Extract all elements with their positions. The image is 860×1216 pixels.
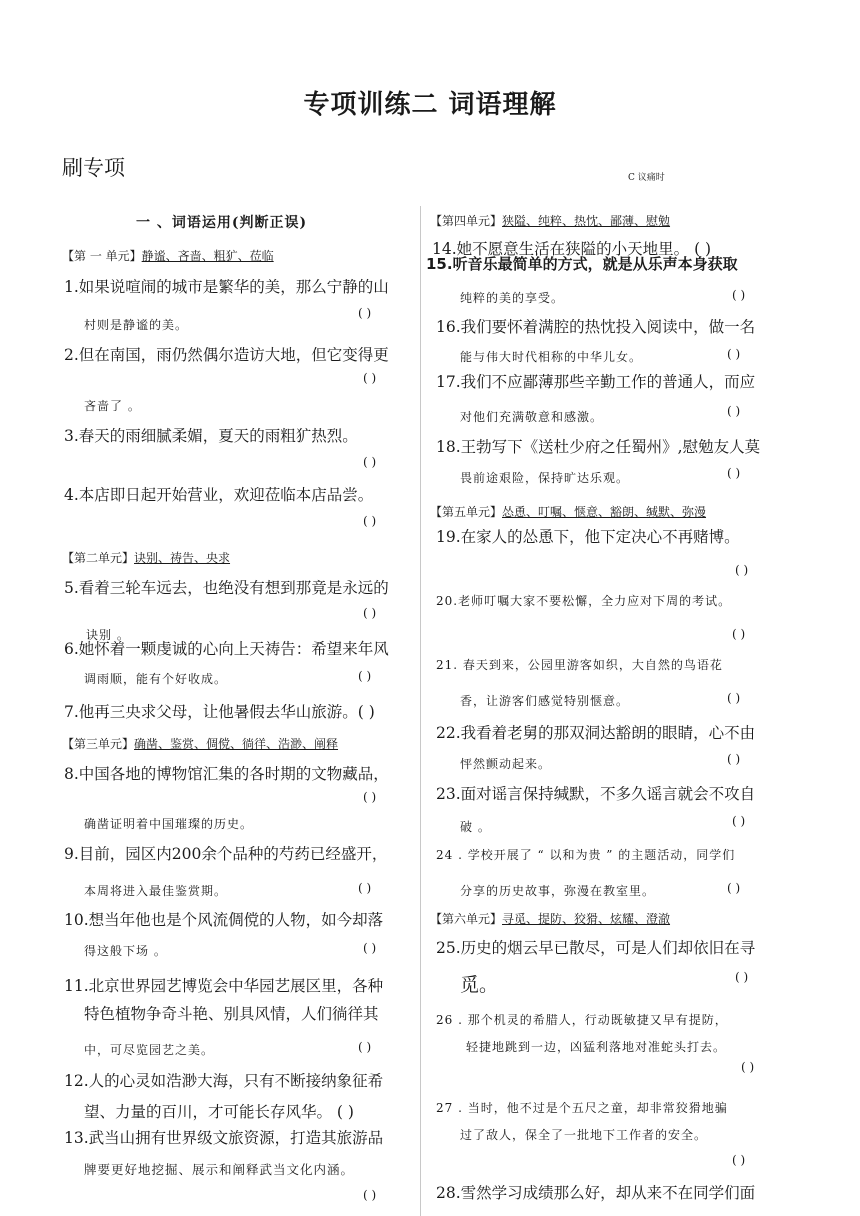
question-13-line-2: 牌要更好地挖掘、展示和阐释武当文化内涵。	[84, 1162, 355, 1177]
unit-heading-6: 【第六单元】寻觅、提防、狡猾、炫耀、澄澈	[430, 912, 671, 926]
question-6-line-2: 调雨顺，能有个好收成。	[84, 672, 228, 686]
question-12-line-2: 望、力量的百川，才可能长存风华。 ( )	[84, 1103, 354, 1121]
question-16-line-1: 16.我们要怀着满腔的热忱投入阅读中，做一名	[436, 318, 756, 336]
question-27-line-2: 过了敌人，保全了一批地下工作者的安全。	[460, 1128, 708, 1142]
question-9-line-2: 本周将进入最佳鉴赏期。	[84, 884, 228, 898]
question-11-line-2: 特色植物争奇斗艳、别具风情，人们徜徉其	[84, 1005, 379, 1023]
answer-blank[interactable]: ( )	[363, 514, 377, 528]
answer-blank[interactable]: ( )	[732, 814, 746, 828]
unit-heading-1: 【第 一 单元】静谧、吝啬、粗犷、莅临	[62, 249, 274, 263]
question-13-line-1: 13.武当山拥有世界级文旅资源，打造其旅游品	[64, 1129, 384, 1147]
unit-heading-2: 【第二单元】诀别、祷告、央求	[62, 551, 231, 565]
question-24-line-1: 24 . 学校开展了 “ 以和为贵 ” 的主题活动，同学们	[436, 848, 736, 862]
answer-blank[interactable]: ( )	[727, 347, 741, 361]
question-10-line-1: 10.想当年他也是个风流倜傥的人物，如今却落	[64, 911, 384, 929]
question-26-line-2: 轻捷地跳到一边，凶猛利落地对准蛇头打去。	[466, 1040, 727, 1054]
question-17-line-2: 对他们充满敬意和感激。	[460, 410, 604, 424]
answer-blank[interactable]: ( )	[363, 790, 377, 804]
question-25-line-1: 25.历史的烟云早已散尽，可是人们却依旧在寻	[436, 939, 756, 957]
answer-blank[interactable]: ( )	[727, 466, 741, 480]
answer-blank[interactable]: ( )	[727, 752, 741, 766]
answer-blank[interactable]: ( )	[363, 606, 377, 620]
section-label: 刷专项	[62, 156, 125, 180]
answer-blank[interactable]: ( )	[732, 627, 746, 641]
answer-blank[interactable]: ( )	[363, 371, 377, 385]
question-17-line-1: 17.我们不应鄙薄那些辛勤工作的普通人，而应	[436, 373, 756, 391]
question-15-line-2: 纯粹的美的享受。	[460, 291, 565, 305]
answer-blank[interactable]: ( )	[735, 563, 749, 577]
question-5-line-2: 诀别 。	[86, 628, 130, 642]
question-2-line-2: 吝啬了 。	[84, 399, 141, 413]
answer-blank[interactable]: ( )	[363, 455, 377, 469]
question-26-line-1: 26 . 那个机灵的希腊人，行动既敏捷又早有提防，	[436, 1013, 728, 1027]
question-5-line-1: 5.看着三轮车远去，也绝没有想到那竟是永远的	[64, 579, 389, 597]
answer-blank[interactable]: ( )	[358, 1040, 372, 1054]
part-one-title: 一 、词语运用(判断正误)	[136, 215, 308, 231]
answer-blank[interactable]: ( )	[735, 970, 749, 984]
question-8-line-1: 8.中国各地的博物馆汇集的各时期的文物藏品，	[64, 765, 389, 783]
question-23-line-1: 23.面对谣言保持缄默，不多久谣言就会不攻自	[436, 785, 756, 803]
question-11-line-1: 11.北京世界园艺博览会中华园艺展区里，各种	[64, 977, 384, 995]
answer-blank[interactable]: ( )	[732, 1153, 746, 1167]
question-3-line-1: 3.春天的雨细腻柔媚，夏天的雨粗犷热烈。	[64, 427, 358, 445]
question-11-line-3: 中，可尽览园艺之美。	[84, 1043, 215, 1057]
question-8-line-2: 确凿证明着中国璀璨的历史。	[84, 817, 254, 831]
unit-heading-3: 【第三单元】确凿、鉴赏、倜傥、徜徉、浩渺、阐释	[62, 737, 339, 751]
question-21-line-1: 21. 春天到来，公园里游客如织，大自然的鸟语花	[436, 658, 723, 672]
answer-blank[interactable]: ( )	[363, 1188, 377, 1202]
answer-blank[interactable]: ( )	[727, 404, 741, 418]
question-18-line-1: 18.王勃写下《送杜少府之任蜀州》,慰勉友人莫	[436, 438, 761, 456]
question-10-line-2: 得这般下场 。	[84, 944, 167, 958]
question-14-line-1: 14.她不愿意生活在狭隘的小天地里。 ( )	[432, 240, 712, 258]
question-24-line-2: 分享的历史故事，弥漫在教室里。	[460, 884, 656, 898]
question-19-line-1: 19.在家人的怂恿下，他下定决心不再赌博。	[436, 528, 740, 546]
question-22-line-1: 22.我看着老舅的那双洞达豁朗的眼睛，心不由	[436, 724, 756, 742]
answer-blank[interactable]: ( )	[727, 691, 741, 705]
answer-blank[interactable]: ( )	[363, 941, 377, 955]
question-23-line-2: 破 。	[460, 820, 491, 834]
question-21-line-2: 香，让游客们感觉特别惬意。	[460, 694, 630, 708]
unit-heading-5: 【第五单元】怂恿、叮嘱、惬意、豁朗、缄默、弥漫	[430, 505, 707, 519]
corner-note: C 议痛时	[628, 173, 665, 183]
question-15-line-1: 15.听音乐最简单的方式，就是从乐声本身获取	[426, 255, 738, 273]
question-4-line-1: 4.本店即日起开始营业，欢迎莅临本店品尝。	[64, 486, 374, 504]
question-16-line-2: 能与伟大时代相称的中华儿女。	[460, 350, 643, 364]
question-28-line-1: 28.雪然学习成绩那么好，却从来不在同学们面	[436, 1184, 756, 1202]
question-18-line-2: 畏前途艰险，保持旷达乐观。	[460, 471, 630, 485]
column-divider	[420, 206, 421, 1216]
answer-blank[interactable]: ( )	[358, 881, 372, 895]
question-25-line-2: 觅。	[460, 974, 499, 996]
question-2-line-1: 2.但在南国，雨仍然偶尔造访大地，但它变得更	[64, 346, 389, 364]
question-1-line-1: 1.如果说喧闹的城市是繁华的美，那么宁静的山	[64, 278, 389, 296]
unit-heading-4: 【第四单元】狭隘、纯粹、热忱、鄙薄、慰勉	[430, 214, 671, 228]
answer-blank[interactable]: ( )	[732, 288, 746, 302]
question-12-line-1: 12.人的心灵如浩渺大海，只有不断接纳象征希	[64, 1072, 384, 1090]
question-1-line-2: 村则是静谧的美。	[84, 318, 189, 332]
question-22-line-2: 怦然颤动起来。	[460, 757, 552, 771]
answer-blank[interactable]: ( )	[358, 669, 372, 683]
answer-blank[interactable]: ( )	[358, 306, 372, 320]
question-7-line-1: 7.他再三央求父母，让他暑假去华山旅游。( )	[64, 703, 375, 721]
question-6-line-1: 6.她怀着一颗虔诚的心向上天祷告：希望来年风	[64, 640, 389, 658]
answer-blank[interactable]: ( )	[741, 1060, 755, 1074]
page-title: 专项训练二 词语理解	[303, 90, 557, 120]
question-27-line-1: 27 . 当时，他不过是个五尺之童，却非常狡猾地骗	[436, 1101, 728, 1115]
answer-blank[interactable]: ( )	[727, 881, 741, 895]
question-9-line-1: 9.目前，园区内200余个品种的芍药已经盛开，	[64, 845, 388, 863]
question-20-line-1: 20.老师叮嘱大家不要松懈，全力应对下周的考试。	[436, 594, 732, 608]
